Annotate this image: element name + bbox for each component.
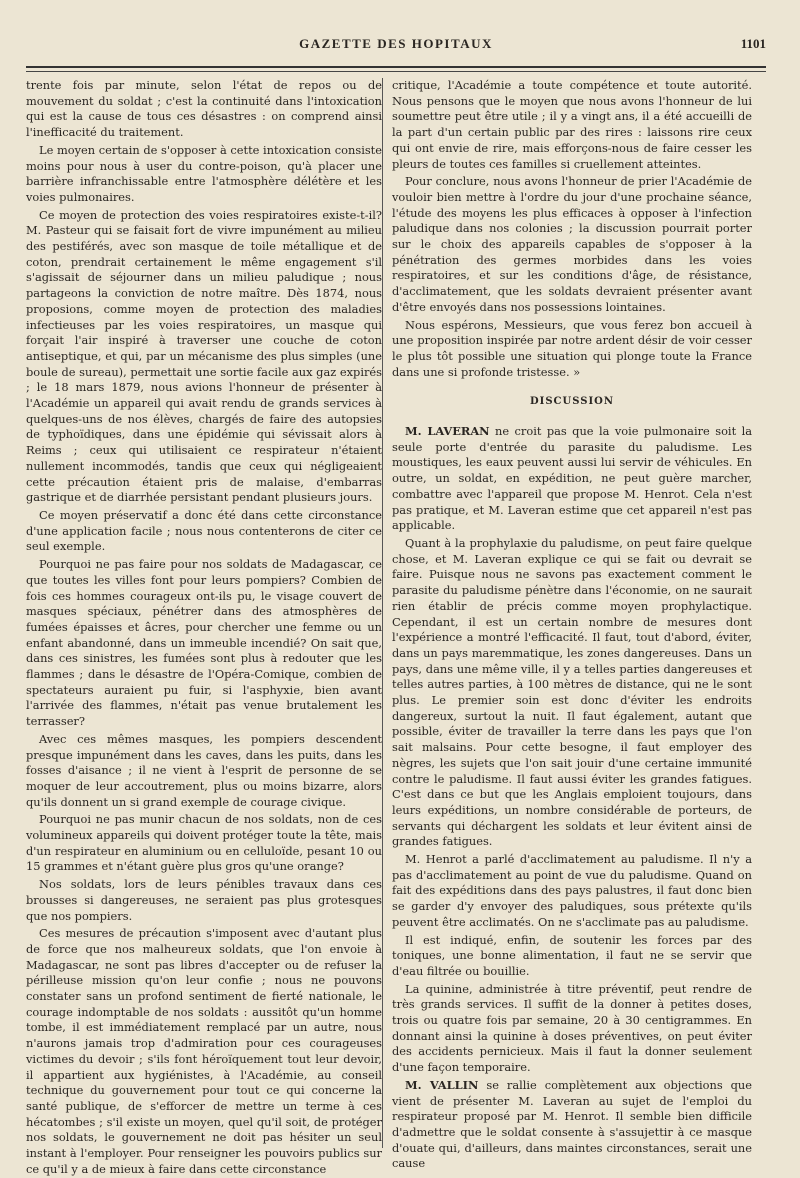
paragraph — [392, 1078, 752, 1172]
column-divider — [382, 78, 383, 1148]
right-column — [392, 78, 752, 1171]
section-heading: DISCUSSION — [529, 396, 614, 408]
paragraph: Nous espérons, Messieurs, que vous ferez bon accueil à une proposition inspirée par notre ardent désir de voir cesser le plus tôt possible une situation qui plonge toute la France dans une si profonde tristesse. » — [392, 317, 752, 379]
journal-title: GAZETTE DES HOPITAUX — [299, 36, 493, 51]
header-rule-thin — [26, 71, 766, 72]
paragraph: Ces mesures de précaution s'imposent avec d'autant plus de force que nos malheureux soldats, que l'on envoie à Madagascar, ne sont pas libres d'accepter ou de refuser la périlleuse mission qu'on leur confie ; nous ne pouvons constater sans un profond sentiment de fierté nationale, le courage indomptable de nos soldats : aussitôt qu'un homme tombe, il est immédiatement remplacé par un autre, nous n'aurons jamais trop d'admiration pour ces courageuses victimes du devoir ; s'ils font héroïquement tout leur devoir, il appartient aux hygiénistes, à l'Académie, au conseil technique du gouvernement pour tout ce qui concerne la santé publique, de s'efforcer de mettre un terme à ces hécatombes ; s'il existe un moyen, quel qu'il soit, de protéger nos soldats, le gouvernement ne doit pas hésiter un seul instant à l'employer. Pour renseigner les pouvoirs publics sur ce qu'il y a de mieux à faire dans cette circonstance — [26, 926, 382, 1176]
header-rule-thick — [26, 66, 766, 68]
paragraph: Pour conclure, nous avons l'honneur de prier l'Académie de vouloir bien mettre à l'ordre du jour d'une prochaine séance, l'étude des moyens les plus efficaces à opposer à l'infection paludique dans nos colonies ; la discussion pourrait porter sur le choix des appareils capables de s'opposer à la pénétration des germes morbides dans les voies respiratoires, et sur les conditions d'âge, de résistance, d'acclimatement, que les soldats devraient présenter avant d'être envoyés dans nos possessions lointaines. — [392, 174, 752, 314]
paragraph: Pourquoi ne pas faire pour nos soldats de Madagascar, ce que toutes les villes font pour leurs pompiers? Combien de fois ces hommes courageux ont-ils pu, le visage couvert de masques spéciaux, pénétrer dans des atmosphères de fumées épaisses et âcres, pour chercher une femme ou un enfant abandonné, dans un immeuble incendié? On sait que, dans ces sinistres, les fumées sont plus à redouter que les flammes ; dans le désastre de l'Opéra-Comique, combien de spectateurs auraient pu fuir, si l'asphyxie, bien avant l'arrivée des flammes, n'était pas venue brutalement les terrasser? — [26, 557, 382, 729]
paragraph: Avec ces mêmes masques, les pompiers descendent presque impunément dans les caves, dans les puits, dans les fosses d'aisance ; il ne vient à l'esprit de personne de se moquer de leur accoutrement, plus ou moins bizarre, alors qu'ils donnent un si grand exemple de courage civique. — [26, 731, 382, 809]
paragraph: M. Henrot a parlé d'acclimatement au paludisme. Il n'y a pas d'acclimatement au point de vue du paludisme. Quand on fait des expéditions dans des pays palustres, il faut donc bien se garder d'y envoyer des paludiques, sous prétexte qu'ils peuvent être acclimatés. On ne s'acclimate pas au paludisme. — [392, 852, 752, 929]
speaker-name: M. LAVERAN — [405, 424, 490, 439]
running-header — [26, 36, 766, 56]
paragraph-text: se rallie complètement aux objections que vient de présenter M. Laveran au sujet de l'emploi du respirateur proposé par M. Henrot. Il semble bien difficile d'admettre que le soldat consente à s'assujettir à ce masque d'ouate qui, d'ailleurs, dans maintes circonstances, serait une cause — [392, 1077, 752, 1171]
paragraph: Ce moyen de protection des voies respiratoires existe-t-il? M. Pasteur qui se faisait fort de vivre impunément au milieu des pestiférés, avec son masque de toile métallique et de coton, prendrait certainement le même engagement s'il s'agissait de séjourner dans un milieu paludique ; nous partageons la conviction de notre maître. Dès 1874, nous proposions, comme moyen de protection des maladies infectieuses par les voies respiratoires, un masque qui forçait l'air inspiré à traverser une couche de coton antiseptique, et qui, par un mécanisme des plus simples (une boule de sureau), permettait une sortie facile aux gaz expirés ; le 18 mars 1879, nous avions l'honneur de présenter à l'Académie un appareil qui avait rendu de grands services à quelques-uns de nos élèves, chargés de faire des autopsies de typhoïdiques, dans une épidémie qui sévissait alors à Reims ; ceux qui utilisaient ce respirateur n'étaient nullement incommodés, tandis que ceux qui négligeaient cette précaution étaient pris de malaise, d'embarras gastrique et de diarrhée persistant pendant plusieurs jours. — [26, 207, 382, 505]
paragraph: critique, l'Académie a toute compétence et toute autorité. Nous pensons que le moyen que nous avons l'honneur de lui soumettre peut être utile ; il y a vingt ans, il a été accueilli de la part d'un certain public par des rires : laissons rire ceux qui ont envie de rire, mais efforçons-nous de faire cesser les pleurs de toutes ces familles si cruellement atteintes. — [392, 78, 752, 171]
paragraph: Le moyen certain de s'opposer à cette intoxication consiste moins pour nous à user du contre-poison, qu'à placer une barrière infranchissable entre l'atmosphère délétère et les voies pulmonaires. — [26, 142, 382, 204]
paragraph-text: ne croit pas que la voie pulmonaire soit la seule porte d'entrée du parasite du paludisme. Les moustiques, les eaux peuvent aussi lui servir de véhicules. En outre, un soldat, en expédition, ne peut guère marcher, combattre avec l'appareil que propose M. Henrot. Cela n'est pas pratique, et M. Laveran estime que cet appareil n'est pas applicable. — [392, 424, 752, 533]
paragraph — [392, 424, 752, 534]
paragraph: Nos soldats, lors de leurs pénibles travaux dans ces brousses si dangereuses, ne seraient pas plus grotesques que nos pompiers. — [26, 877, 382, 923]
paragraph: La quinine, administrée à titre préventif, peut rendre de très grands services. Il suffit de la donner à petites doses, trois ou quatre fois par semaine, 20 à 30 centigrammes. En donnant ainsi la quinine à doses préventives, on peut éviter des accidents pernicieux. Mais il faut la donner seulement d'une façon temporaire. — [392, 981, 752, 1075]
paragraph: Ce moyen préservatif a donc été dans cette circonstance d'une application facile ; nous nous contenterons de citer ce seul exemple. — [26, 507, 382, 554]
left-column — [26, 78, 382, 1176]
paragraph: Pourquoi ne pas munir chacun de nos soldats, non de ces volumineux appareils qui doivent protéger toute la tête, mais d'un respirateur en aluminium ou en celluloïde, pesant 10 ou 15 grammes et n'étant guère plus gros qu'une orange? — [26, 812, 382, 874]
paragraph: trente fois par minute, selon l'état de repos ou de mouvement du soldat ; c'est la continuité dans l'intoxication qui est la cause de tous ces désastres : on comprend ainsi l'inefficacité du traitement. — [26, 78, 382, 140]
page-number: 1101 — [740, 36, 766, 51]
speaker-name: M. VALLIN — [405, 1077, 479, 1092]
paragraph: Il est indiqué, enfin, de soutenir les forces par des toniques, une bonne alimentation, il faut ne se servir que d'eau filtrée ou bouillie. — [392, 932, 752, 978]
paragraph: Quant à la prophylaxie du paludisme, on peut faire quelque chose, et M. Laveran explique ce qui se fait ou devrait se faire. Puisque nous ne savons pas exactement comment le parasite du paludisme pénètre dans l'économie, on ne saurait rien établir de précis comme moyen prophylactique. Cependant, il est un certain nombre de mesures dont l'expérience a montré l'efficacité. Il faut, tout d'abord, éviter, dans un pays maremmatique, les zones dangereuses. Dans un pays, dans une même ville, il y a telles parties dangereuses et telles autres parties, à 100 mètres de distance, qui ne le sont plus. Le premier soin est donc d'éviter les endroits dangereux, surtout la nuit. Il faut également, autant que possible, éviter de travailler la terre dans les pays que l'on sait malsains. Pour cette besogne, il faut employer des nègres, les sujets que l'on sait jouir d'une certaine immunité contre le paludisme. Il faut aussi éviter les grandes fatigues. C'est dans ce but que les Anglais emploient toujours, dans leurs expéditions, un nombre considérable de porteurs, de servants qui déchargent les soldats et leur évitent ainsi de grandes fatigues. — [392, 535, 752, 849]
